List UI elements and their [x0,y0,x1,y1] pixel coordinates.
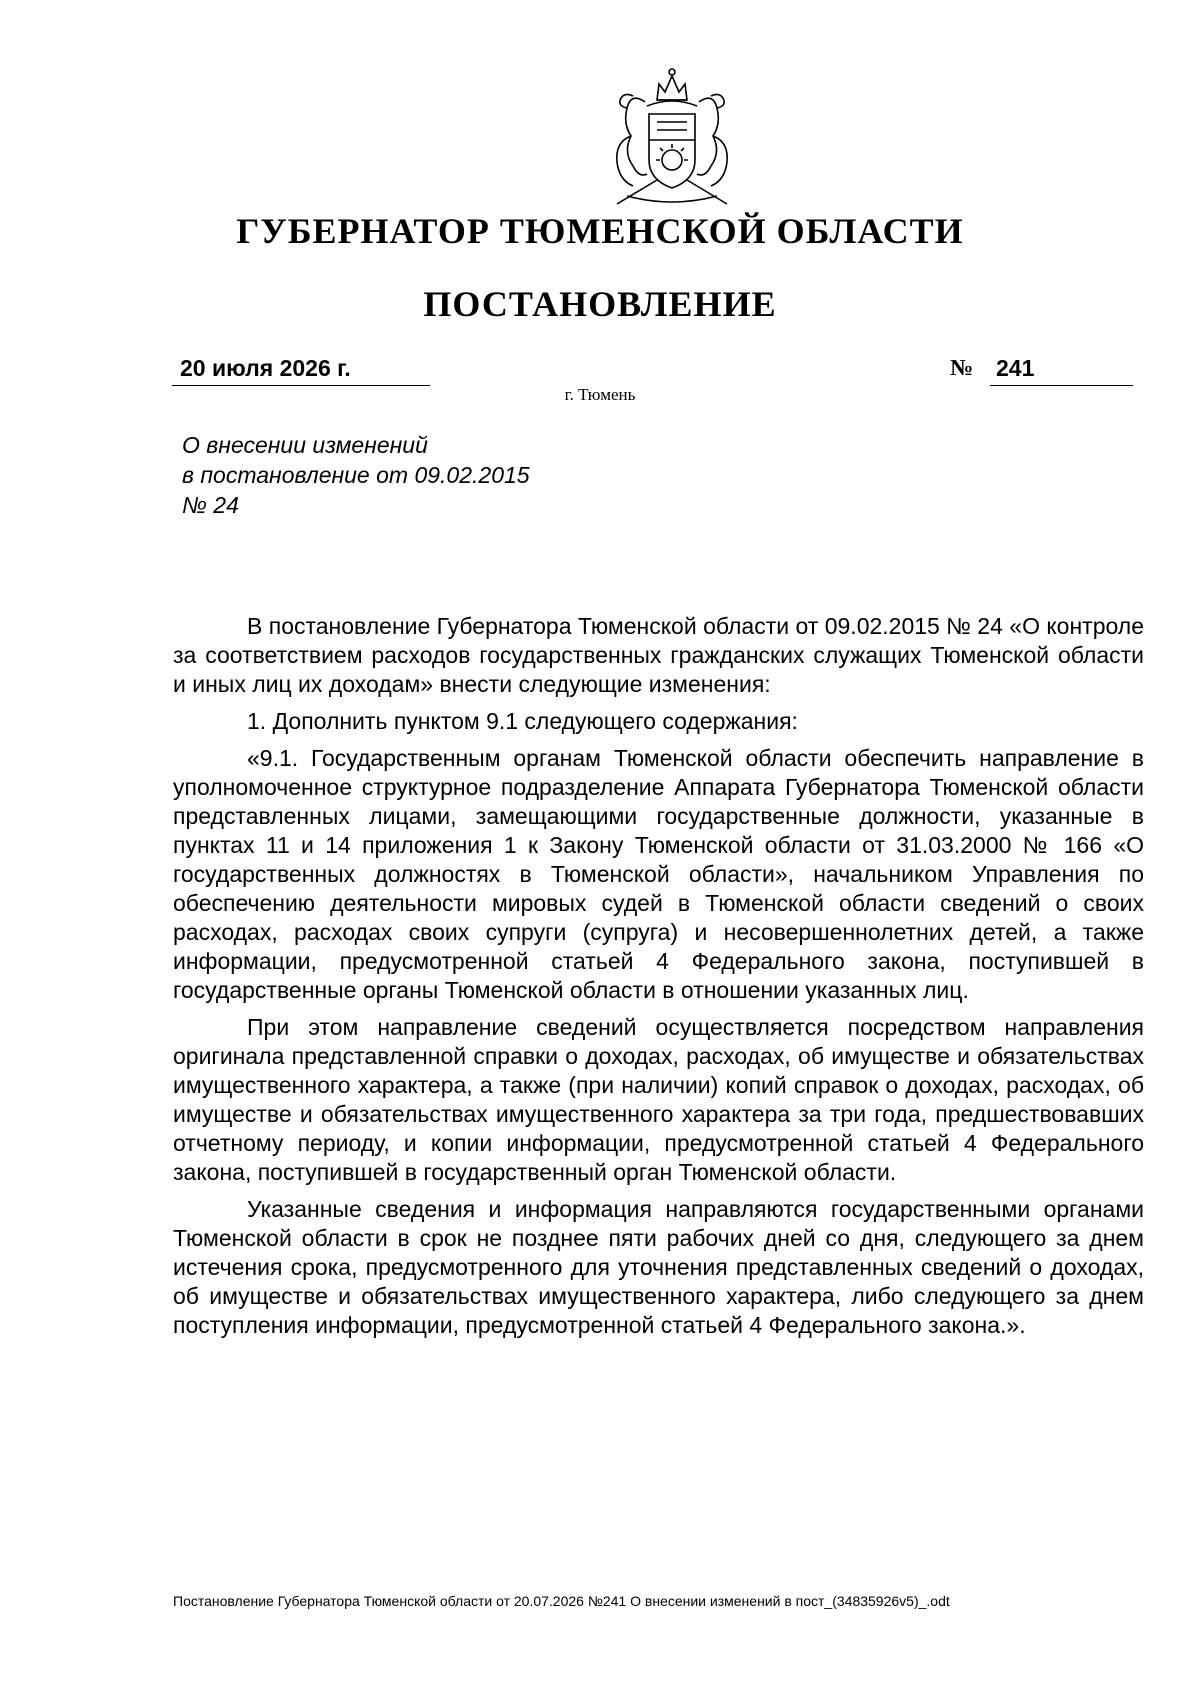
number-underline [990,355,1133,386]
coat-of-arms-icon [587,62,757,212]
authority-title: ГУБЕРНАТОР ТЮМЕНСКОЙ ОБЛАСТИ [236,211,964,251]
body-paragraph: 1. Дополнить пунктом 9.1 следующего содержания: [247,708,798,734]
date-field [172,355,430,386]
document-subject [182,430,602,520]
body-paragraph: Указанные сведения и информация направляются государственными органами Тюменской области в срок не позднее пяти рабочих дней со дня, следующего за днем истечения срока, предусмотренного для уточнения представленных сведений о доходах, об имуществе и обязательствах имущественного характера, либо следующего за днем поступления информации, предусмотренной статьей 4 Федерального закона.». [173,1196,1144,1338]
number-field [950,355,1133,385]
subject-line: в постановление от 09.02.2015 [182,462,530,488]
subject-line: № 24 [182,492,239,518]
body-paragraph: «9.1. Государственным органам Тюменской области обеспечить направление в уполномоченное структурное подразделение Аппарата Губернатора Тюменской области представленных лицами, замещающими государственные должности, указанные в пунктах 11 и 14 приложения 1 к Закону Тюменской области от 31.03.2000 № 166 «О государственных должностях в Тюменской области», начальником Управления по обеспечению деятельности мировых судей в Тюменской области сведений о своих расходах, расходах своих супруги (супруга) и несовершеннолетних детей, а также информации, предусмотренной статьей 4 Федерального закона, поступившей в государственные органы Тюменской области в отношении указанных лиц. [173,745,1144,1003]
subject-line: О внесении изменений [182,432,428,458]
document-number: 241 [996,355,1035,381]
body-paragraph: В постановление Губернатора Тюменской области от 09.02.2015 № 24 «О контроле за соответствием расходов государственных гражданских служащих Тюменской области и иных лиц их доходам» внести следующие изменения: [173,613,1144,697]
number-sign: № [950,355,974,380]
city-label: г. Тюмень [564,385,636,404]
document-type-title: ПОСТАНОВЛЕНИЕ [423,284,777,324]
page-footer: Постановление Губернатора Тюменской области от 20.07.2026 №241 О внесении изменений в пост_(34835926v5)_.odt [173,1593,950,1609]
body-paragraph: При этом направление сведений осуществляется посредством направления оригинала представленной справки о доходах, расходах, об имуществе и обязательствах имущественного характера, а также (при наличии) копий справок о доходах, расходах, об имуществе и обязательствах имущественного характера за три года, предшествовавших отчетному периоду, и копии информации, предусмотренной статьей 4 Федерального закона, поступившей в государственный орган Тюменской области. [173,1014,1144,1185]
document-date: 20 июля 2026 г. [180,355,351,381]
document-body [173,612,1144,1340]
